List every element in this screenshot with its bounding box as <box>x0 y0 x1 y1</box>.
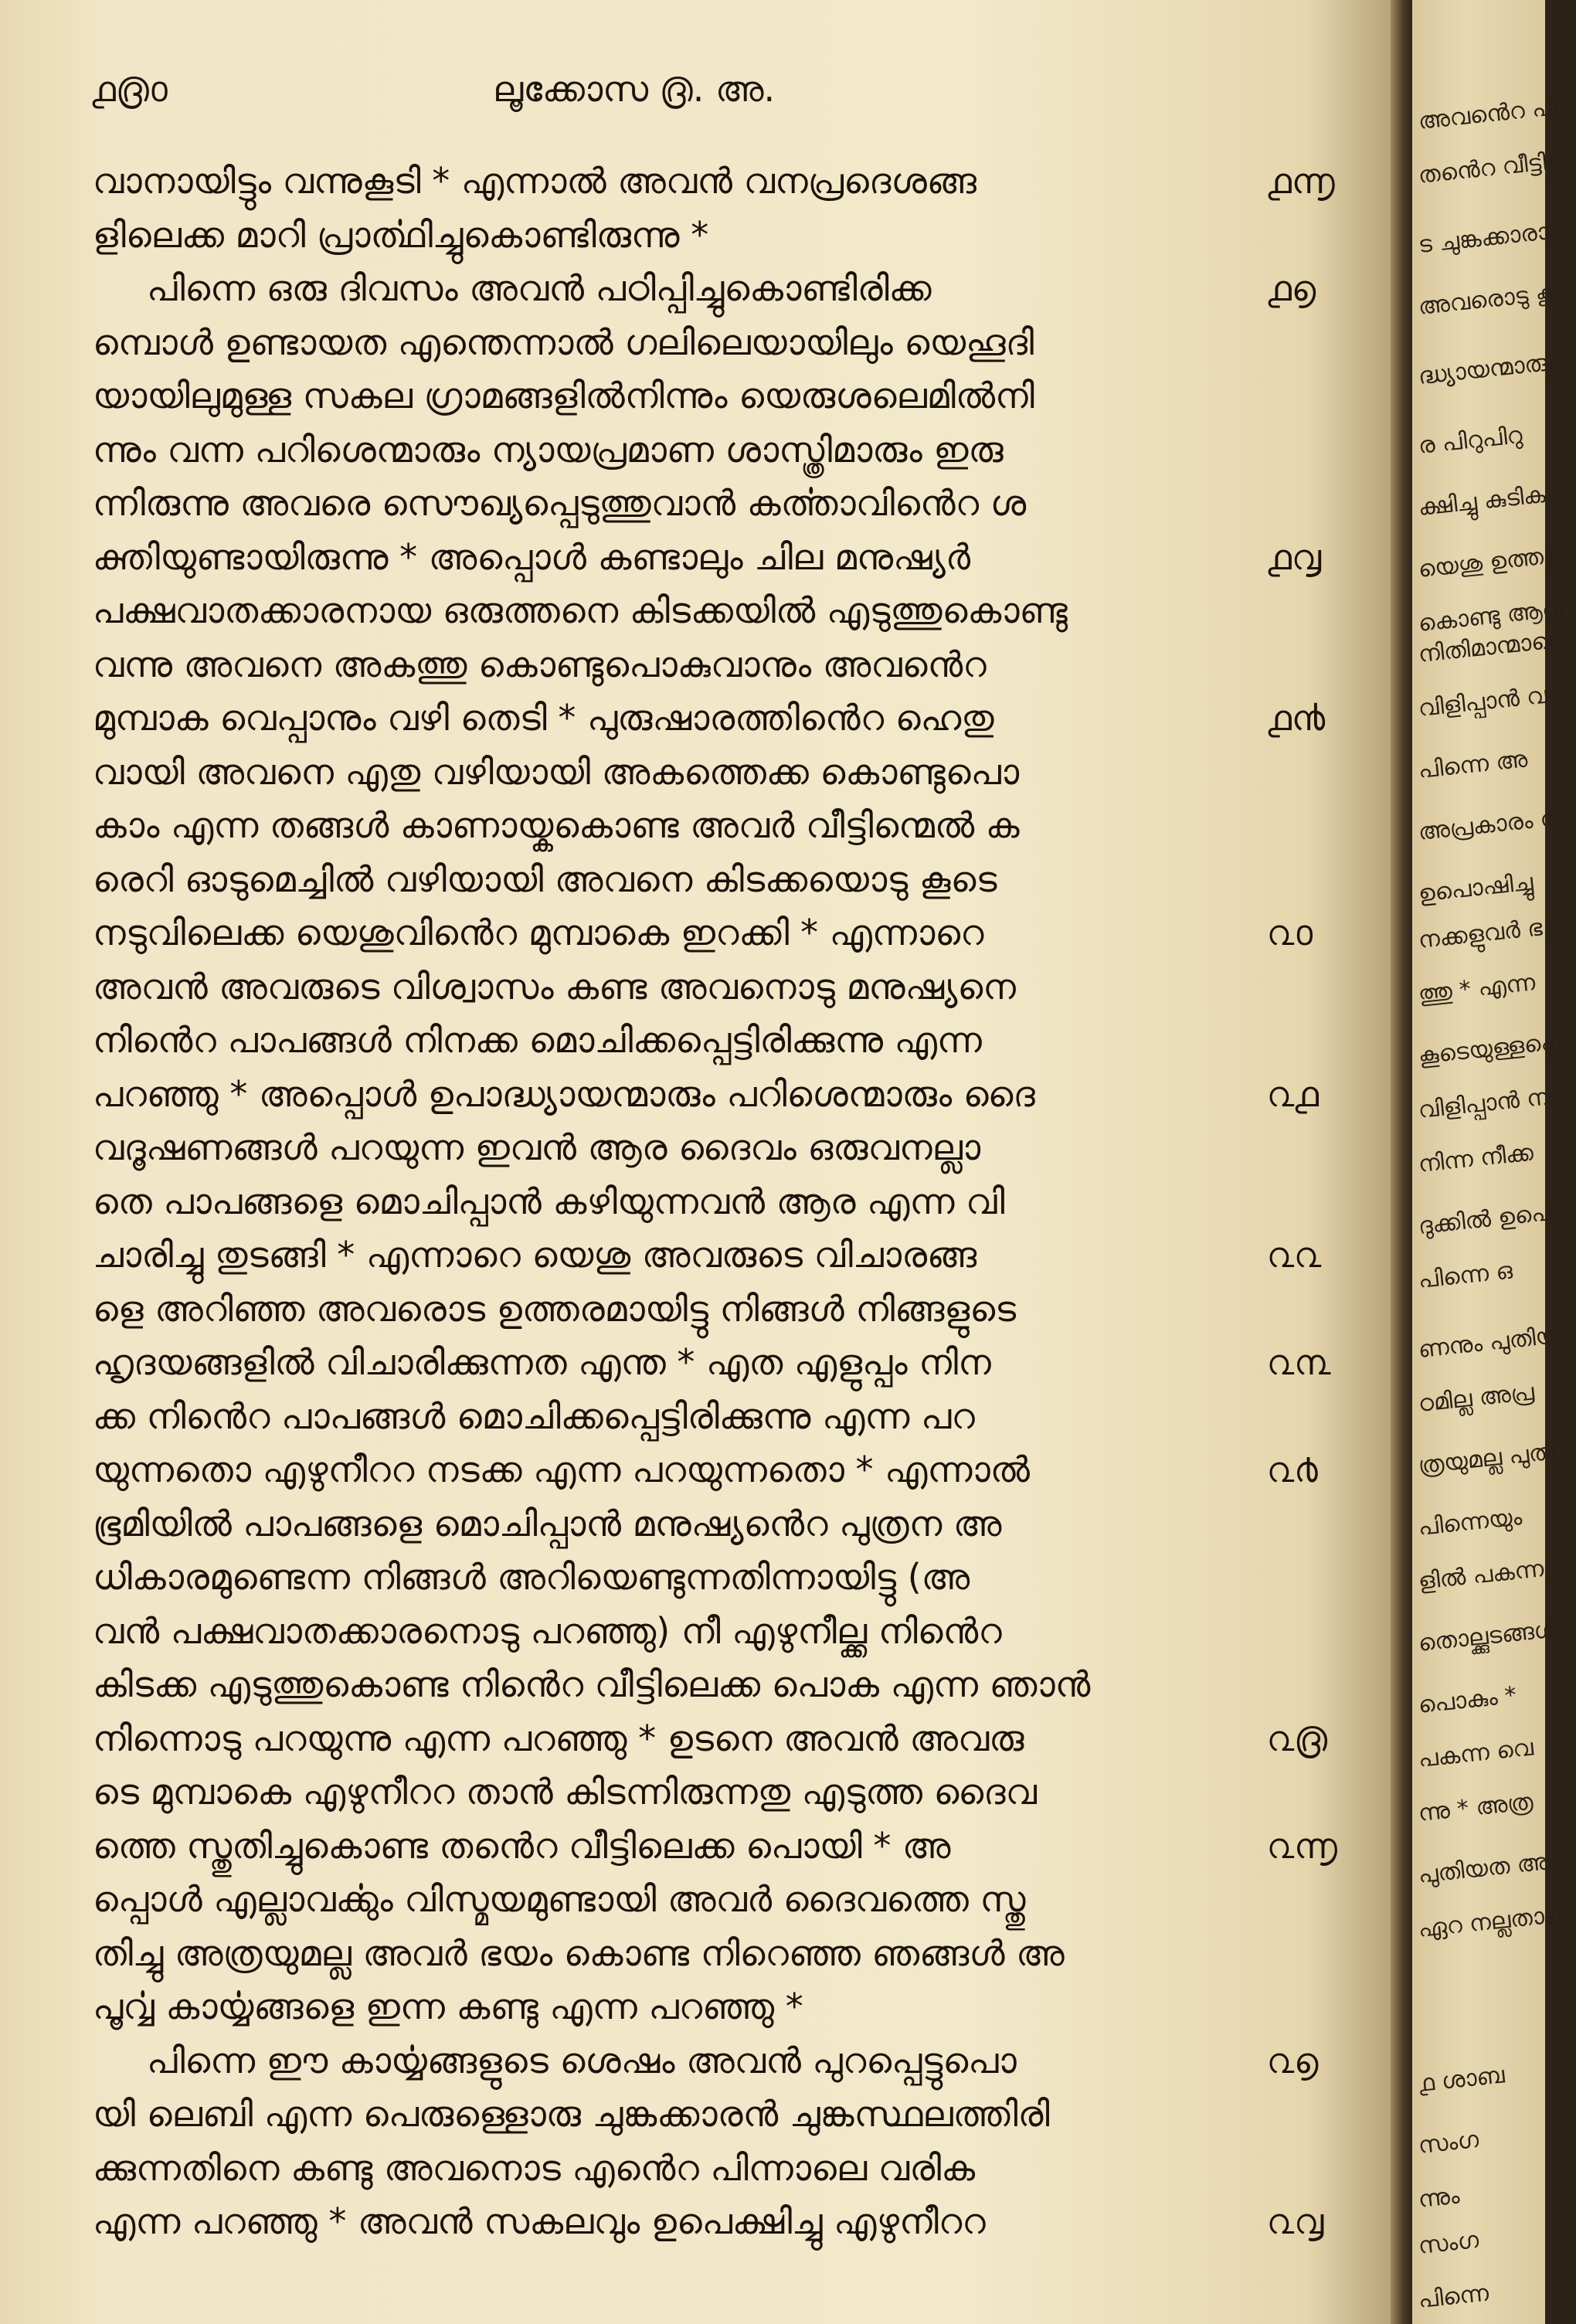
line-text: യായിലുമുള്ള സകല ഗ്രാമങ്ങളിൽനിന്നും യെരുശലെമിൽനി <box>93 375 1034 416</box>
text-line <box>93 2088 1406 2142</box>
text-line <box>93 2142 1406 2196</box>
line-text: തെ പാപങ്ങളെ മൊചിപ്പാൻ കഴിയുന്നവൻ ആര എന്ന വി <box>93 1180 1005 1222</box>
line-text: എന്ന പറഞ്ഞു * അവൻ സകലവും ഉപെക്ഷിച്ചു എഴുനീററ <box>93 2200 986 2242</box>
text-line <box>93 853 1406 907</box>
text-line <box>93 1819 1406 1874</box>
line-text: മുമ്പാക വെപ്പാനും വഴി തെടി * പുരുഷാരത്തിൻെറ ഹെതു <box>93 697 994 739</box>
page-number: ൧൫൦ <box>91 68 168 110</box>
facing-page-fragment: പിന്നെയും <box>1417 1503 1523 1541</box>
facing-page-fragment: നിന്ന നീക്ക <box>1417 1139 1535 1178</box>
line-text: പിന്നെ ഒരു ദിവസം അവൻ പഠിപ്പിച്ചുകൊണ്ടിരിക്ക <box>147 267 932 309</box>
line-text: മ്പൊൾ ഉണ്ടായത എന്തെന്നാൽ ഗലിലെയായിലും യെഹൂദി <box>93 321 1034 363</box>
text-line <box>93 1658 1406 1712</box>
facing-page-fragment: പൊകും * <box>1417 1681 1518 1719</box>
line-text: യുന്നതൊ എഴുനീററ നടക്ക എന്ന പറയുന്നതൊ * എന്നാൽ <box>93 1449 1031 1490</box>
text-line <box>93 531 1406 585</box>
verse-number: ൨൮ <box>1267 2200 1324 2242</box>
line-text: നിൻെറ പാപങ്ങൾ നിനക്ക മൊചിക്കപ്പെട്ടിരിക്കുന്നു എന്ന <box>93 1019 982 1061</box>
verse-number: ൨൦ <box>1267 912 1313 953</box>
verse-number: ൨൩ <box>1267 1341 1331 1383</box>
text-line <box>93 1336 1406 1390</box>
text-line <box>93 1927 1406 1981</box>
line-text: ന്നും വന്ന പറിശെന്മാരും ന്യായപ്രമാണ ശാസ്ത്രിമാരും ഇരു <box>93 428 1004 471</box>
facing-page-fragment: ര പിറുപിറു <box>1417 421 1524 460</box>
text-line <box>93 960 1406 1014</box>
verse-number: ൧൯ <box>1267 697 1326 739</box>
line-text: തിച്ചു അത്രയുമല്ല അവർ ഭയം കൊണ്ട നിറെഞ്ഞ ഞങ്ങൾ അ <box>93 1932 1065 1974</box>
facing-page-fragment: യെശു ഉത്തരമ <box>1417 539 1576 583</box>
verse-number: ൨൬ <box>1267 1824 1337 1867</box>
text-line <box>93 1175 1406 1229</box>
text-line <box>93 746 1406 800</box>
text-line <box>93 369 1406 423</box>
line-text: പൂൎവ്വ കാൎയ്യങ്ങളെ ഇന്ന കണ്ടു എന്ന പറഞ്ഞു * <box>93 1986 803 2027</box>
text-line <box>93 1443 1406 1497</box>
facing-page-fragment: വിളിപ്പാൻ ന <box>1417 1083 1550 1124</box>
facing-page-fragment: ണനും പുതിയ <box>1417 1321 1561 1364</box>
text-line <box>93 209 1406 263</box>
text-line <box>93 638 1406 692</box>
line-text: ക്തിയുണ്ടായിരുന്നു * അപ്പൊൾ കണ്ടാലും ചില മനുഷ്യർ <box>93 535 971 578</box>
facing-page-fragment: അപ്രകാരം ത <box>1417 804 1564 846</box>
text-line <box>93 2195 1406 2249</box>
text-line <box>93 1121 1406 1175</box>
text-line <box>93 262 1406 316</box>
text-line <box>93 906 1406 960</box>
running-header <box>91 68 1358 122</box>
facing-page-fragment: ട ചുങ്കക്കാരാ <box>1417 218 1551 259</box>
line-text: ഹൃദയങ്ങളിൽ വിചാരിക്കുന്നത എന്ത * എത എളുപ്പം നിന <box>93 1341 991 1383</box>
verse-number: ൨൪ <box>1267 1449 1318 1490</box>
text-line <box>93 1551 1406 1605</box>
line-text: ഭൂമിയിൽ പാപങ്ങളെ മൊചിപ്പാൻ മനുഷ്യൻെറ പുത്രന അ <box>93 1502 1002 1544</box>
facing-page-fragment: ൧ ശാബ <box>1417 2061 1506 2098</box>
text-line <box>93 799 1406 853</box>
facing-page-fragment: അവരൊടു കൂ <box>1417 279 1557 321</box>
facing-page-fragment: വിളിപ്പാൻ വ <box>1417 681 1549 722</box>
line-text: യി ലെബി എന്ന പെരുള്ളൊരു ചുങ്കക്കാരൻ ചുങ്കസ്ഥലത്തിരി <box>93 2093 1050 2135</box>
line-text: ത്തെ സ്തുതിച്ചുകൊണ്ട തൻെറ വീട്ടിലെക്ക പൊയി * അ <box>93 1824 951 1867</box>
line-text: ചാരിച്ചു തുടങ്ങി * എന്നാറെ യെശു അവരുടെ വിചാരങ്ങ <box>93 1234 977 1276</box>
running-title: ലൂക്കോസ ൫. അ. <box>493 68 776 110</box>
line-text: വന്നു അവനെ അകത്തു കൊണ്ടുപൊകുവാനും അവൻെറ <box>93 643 987 685</box>
facing-page-fragment: നിതിമാന്മാരെ <box>1417 626 1566 668</box>
verse-number: ൧൬ <box>1267 160 1335 202</box>
line-text: നടുവിലെക്ക യെശുവിൻെറ മുമ്പാകെ ഇറക്കി * എന്നാറെ <box>93 912 984 953</box>
line-text: പിന്നെ ഈ കാൎയ്യങ്ങളുടെ ശെഷം അവൻ പുറപ്പെട്ടുപൊ <box>147 2039 1017 2081</box>
text-line <box>93 1068 1406 1122</box>
facing-page-fragment: നക്കളുവർ ഭ <box>1417 914 1544 954</box>
facing-page-fragment: ദുക്കിൽ ഉപെ <box>1417 1199 1553 1240</box>
facing-page-fragment: ഉപൊഷിച്ചു <box>1417 868 1534 908</box>
text-line <box>93 1283 1406 1337</box>
facing-page-fragment: സംഗ <box>1417 2226 1480 2260</box>
text-block <box>93 155 1406 2249</box>
text-line <box>93 1014 1406 1068</box>
line-text: കിടക്ക എടുത്തുകൊണ്ട നിൻെറ വീട്ടിലെക്ക പൊക എന്ന ഞാൻ <box>93 1663 1091 1705</box>
verse-number: ൨൨ <box>1267 1234 1322 1276</box>
line-text: വൻ പക്ഷവാതക്കാരനൊടു പറഞ്ഞു) നീ എഴുനീല്ക്ക നിൻെറ <box>93 1609 1002 1652</box>
facing-page-fragment: ത്തു * എന്ന <box>1417 969 1537 1008</box>
line-text: വായി അവനെ എതു വഴിയായി അകത്തെക്ക കൊണ്ടുപൊ <box>93 750 1020 793</box>
facing-page-fragment: ളിൽ പകന്ന <box>1417 1555 1545 1595</box>
facing-page-fragment: ഏറ നല്ലതാക <box>1417 1901 1568 1943</box>
facing-page-fragment: ന്നും <box>1417 2182 1461 2214</box>
line-text: പറഞ്ഞു * അപ്പൊൾ ഉപാദ്ധ്യായന്മാരും പറിശെന്മാരും ദൈ <box>93 1072 1035 1115</box>
facing-page-fragment: പകന്ന വെ <box>1417 1734 1535 1773</box>
line-text: ന്നിരുന്നു അവരെ സൌഖ്യപ്പെടുത്തുവാൻ കൎത്താവിൻെറ ശ <box>93 482 1027 524</box>
facing-page-fragment: ദ്ധ്യായന്മാരും <box>1417 348 1559 390</box>
line-text: ടെ മുമ്പാകെ എഴുനീററ താൻ കിടന്നിരുന്നതു എടുത്ത ദൈവ <box>93 1771 1037 1813</box>
text-line <box>93 1980 1406 2034</box>
text-line <box>93 155 1406 209</box>
facing-page-fragment: പുതിയത അ <box>1417 1848 1551 1889</box>
verse-number: ൧൭ <box>1267 267 1316 309</box>
facing-page-fragment: അവൻെറ പി <box>1417 93 1558 135</box>
line-text: ക്ക നിൻെറ പാപങ്ങൾ മൊചിക്കപ്പെട്ടിരിക്കുന്നു എന്ന പറ <box>93 1395 975 1437</box>
text-line <box>93 584 1406 638</box>
line-text: വാനായിട്ടും വന്നുകൂടി * എന്നാൽ അവൻ വനപ്രദെശങ്ങ <box>93 160 977 202</box>
facing-page-fragment: കൂടെയുള്ളപ്പൊ <box>1417 1027 1574 1070</box>
verse-number: ൧൮ <box>1267 535 1322 578</box>
line-text: ക്കുന്നതിനെ കണ്ടു അവനൊട എൻെറ പിന്നാലെ വരിക <box>93 2146 976 2189</box>
text-line <box>93 1873 1406 1927</box>
text-line <box>93 1605 1406 1659</box>
line-text: വദൂഷണങ്ങൾ പറയുന്ന ഇവൻ ആര ദൈവം ഒരുവനല്ലാ <box>93 1126 981 1168</box>
verse-number: ൨൧ <box>1267 1072 1320 1115</box>
facing-page-edge <box>1412 0 1576 2324</box>
text-line <box>93 316 1406 370</box>
text-line <box>93 1390 1406 1444</box>
verse-number: ൨൫ <box>1267 1717 1328 1759</box>
facing-page-fragment: പിന്നെ ഒ <box>1417 1257 1514 1294</box>
text-line <box>93 1497 1406 1551</box>
text-line <box>93 1228 1406 1283</box>
facing-page-fragment: സംഗ <box>1417 2125 1480 2159</box>
facing-page-fragment: തൻെറ വീട്ടിൽ <box>1417 146 1574 189</box>
facing-page-fragment: പിന്നെ അ <box>1417 746 1529 784</box>
facing-page-fragment: പിന്നെ <box>1417 2279 1490 2314</box>
text-line <box>93 477 1406 531</box>
line-text: കാം എന്ന തങ്ങൾ കാണായ്കകൊണ്ട അവർ വീട്ടിന്മെൽ ക <box>93 804 1020 846</box>
facing-page-fragment: കൊണ്ടു ആവ <box>1417 595 1564 637</box>
text-line <box>93 1712 1406 1766</box>
text-line <box>93 1765 1406 1819</box>
line-text: ളിലെക്ക മാറി പ്രാൎത്ഥിച്ചുകൊണ്ടിരുന്നു * <box>93 213 709 256</box>
verse-number: ൨൭ <box>1267 2039 1319 2081</box>
line-text: ധികാരമുണ്ടെന്ന നിങ്ങൾ അറിയെണ്ടുന്നതിന്നായിട്ടു (അ <box>93 1556 970 1598</box>
line-text: പക്ഷവാതക്കാരനായ ഒരുത്തനെ കിടക്കയിൽ എടുത്തുകൊണ്ടു <box>93 589 1068 631</box>
facing-page-fragment: ത്രയുമല്ല പുതി <box>1417 1438 1557 1480</box>
text-line <box>93 2034 1406 2088</box>
line-text: രെറി ഓടുമെച്ചിൽ വഴിയായി അവനെ കിടക്കയൊടു കൂടെ <box>93 858 997 900</box>
facing-page-fragment: ഠമില്ല അപ്ര <box>1417 1378 1536 1418</box>
book-gutter <box>1391 0 1412 2324</box>
line-text: നിന്നൊടു പറയുന്നു എന്ന പറഞ്ഞു * ഉടനെ അവൻ അവരു <box>93 1717 1024 1759</box>
facing-page-fragment: ന്നു * അത്ര <box>1417 1788 1535 1827</box>
text-line <box>93 423 1406 477</box>
line-text: അവൻ അവരുടെ വിശ്വാസം കണ്ട അവനൊടു മനുഷ്യനെ <box>93 965 1016 1007</box>
facing-page-fragment: തൊല്ക്കുടങ്ങൾ <box>1417 1616 1559 1657</box>
facing-page-fragment: ക്ഷിച്ചു കുടിക <box>1417 481 1547 522</box>
text-line <box>93 691 1406 746</box>
line-text: പ്പൊൾ എല്ലാവൎക്കും വിസ്മയമുണ്ടായി അവർ ദൈവത്തെ സ്തു <box>93 1878 1026 1920</box>
line-text: ളെ അറിഞ്ഞ അവരൊട ഉത്തരമായിട്ടു നിങ്ങൾ നിങ്ങളുടെ <box>93 1287 1017 1330</box>
